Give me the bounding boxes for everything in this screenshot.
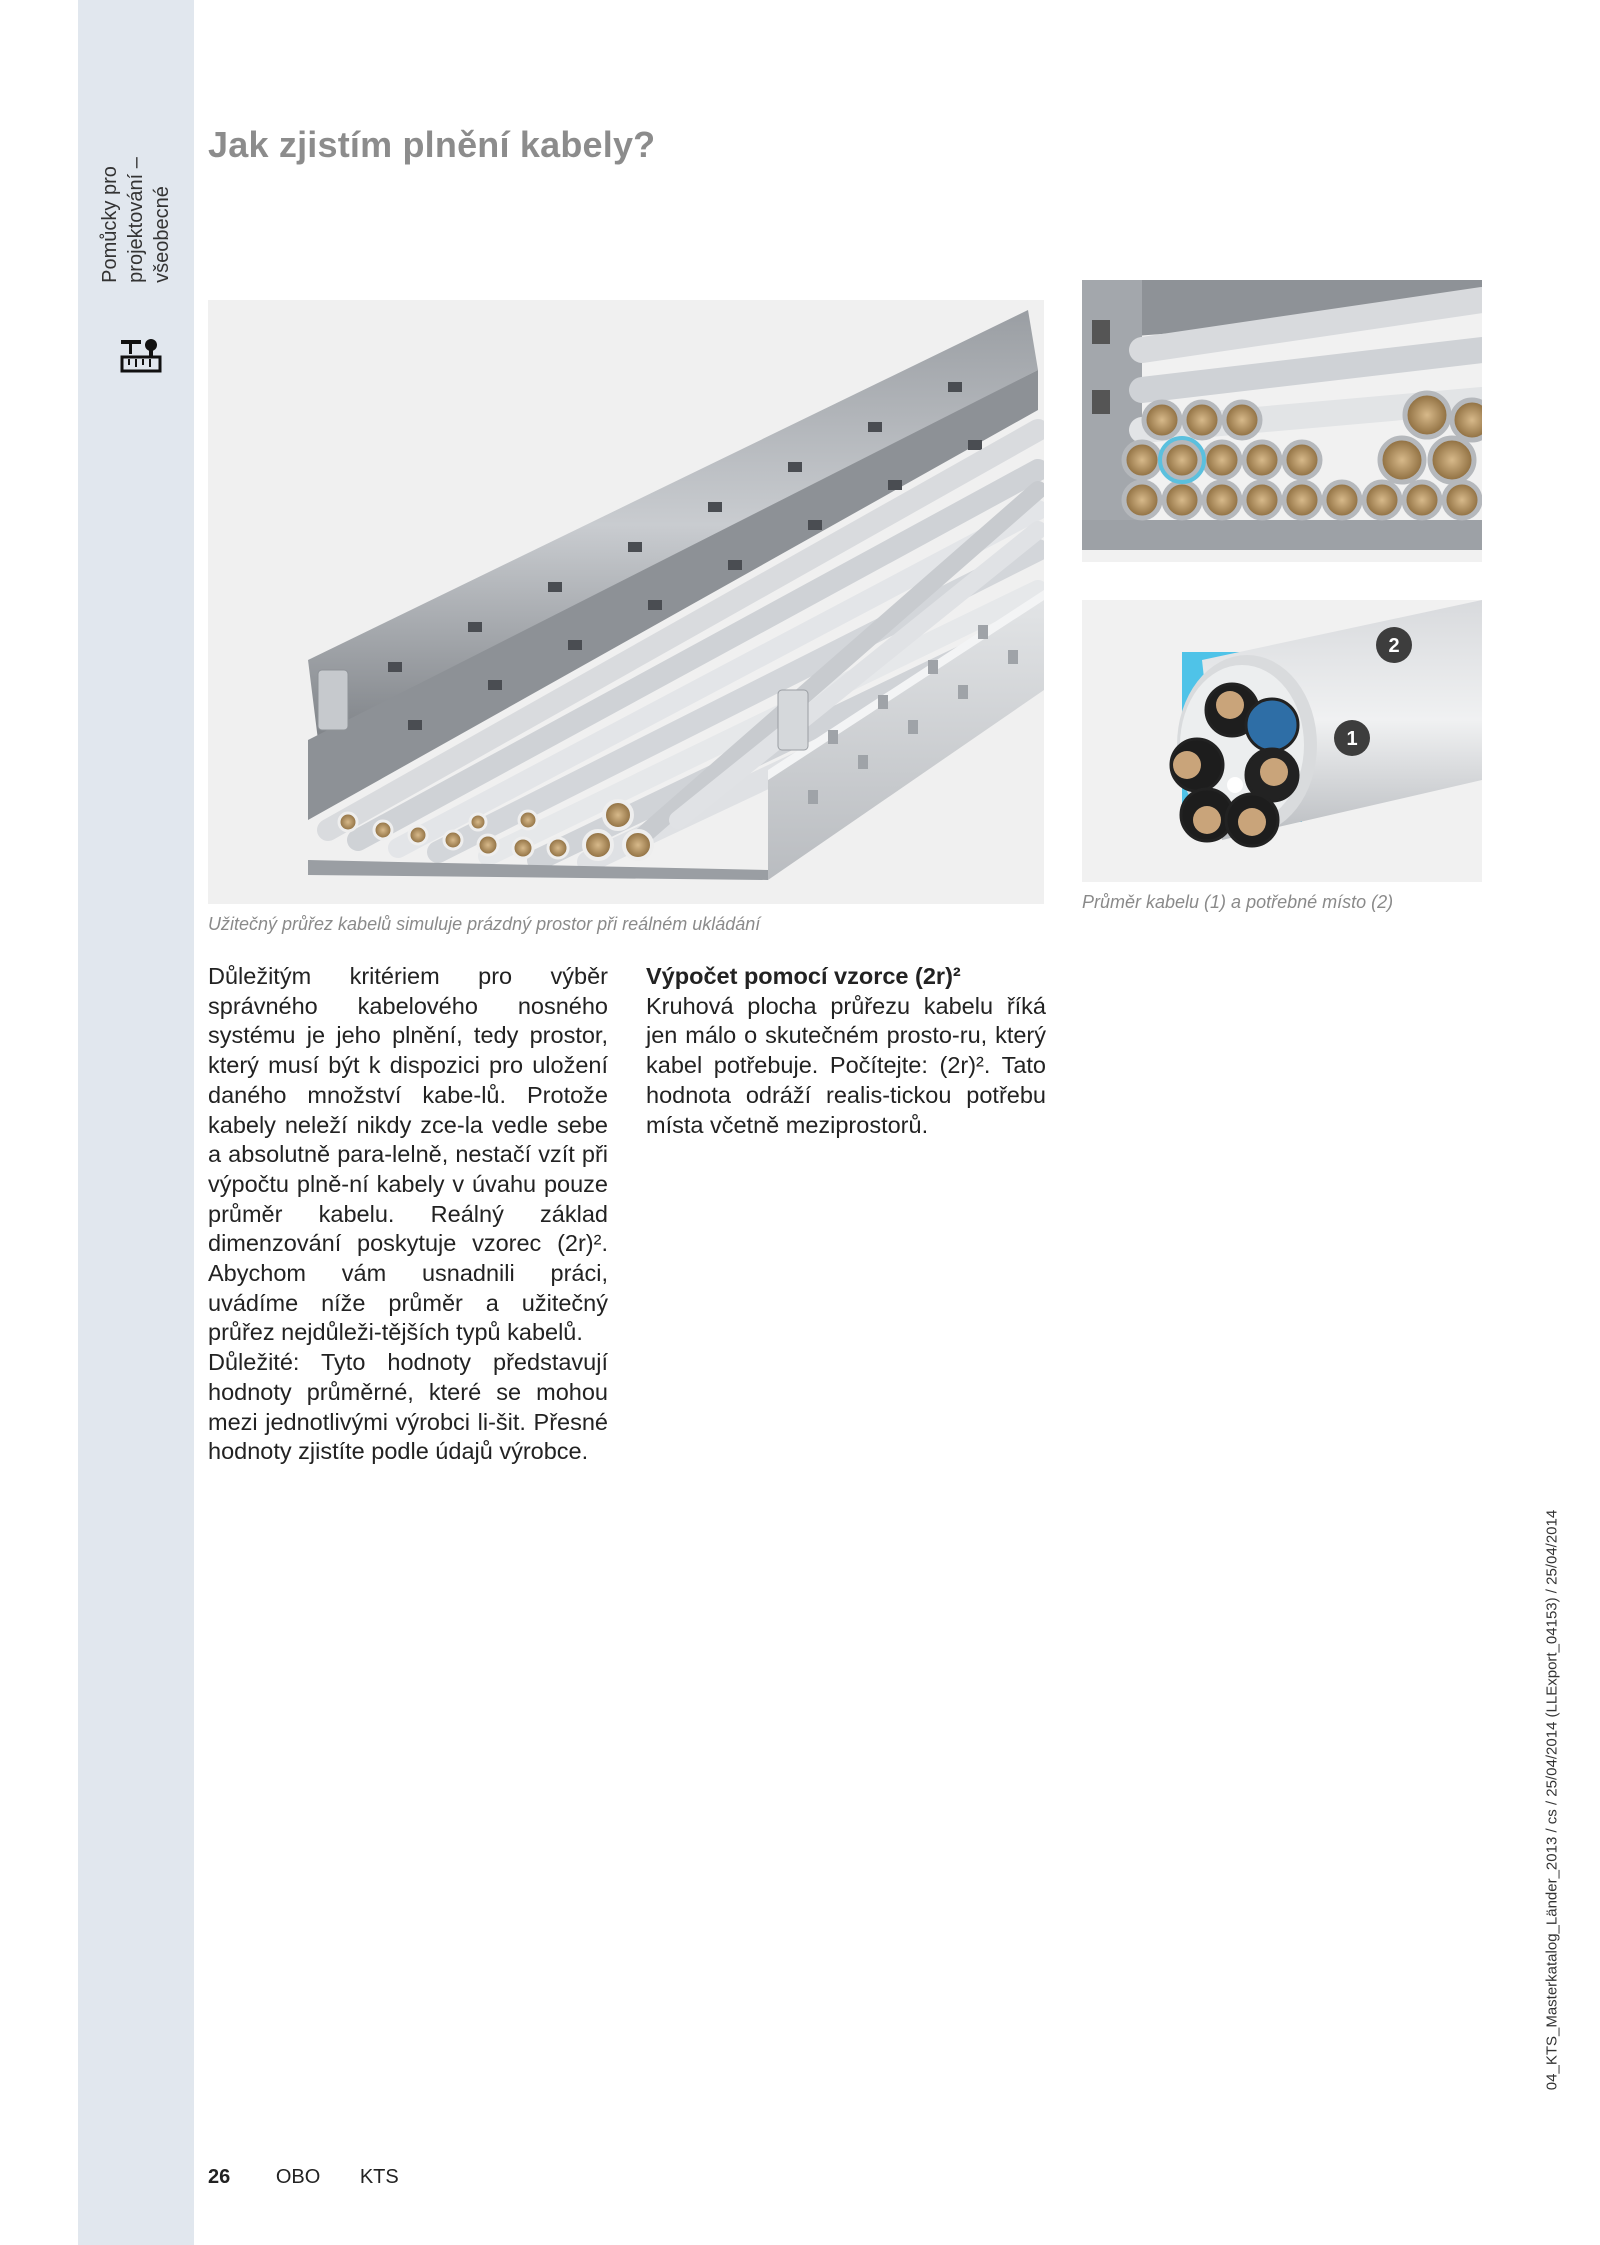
left-paragraph-1: Důležitým kritériem pro výběr správného kabelového nosného systému je jeho plnění, tedy prostor, který musí být k dispozici pro uložení daného množství kabe-lů. Protože kabely neleží nikdy zce-la vedle sebe a absolutně para-lelně, nestačí vzít při výpočtu plně-ní kabely v úvahu pouze průměr kabelu. Reálný základ dimenzování poskytuje vzorec (2r)². Abychom vám usnadnili práci, uvádíme níže průměr a užitečný průřez nejdůleži-tějších typů kabelů. bbox=[208, 963, 608, 1346]
left-paragraph-2: Důležité: Tyto hodnoty představují hodnoty průměrné, které se mohou mezi jednotlivými výrobci li-šit. Přesné hodnoty zjistíte podle údajů výrobce. bbox=[208, 1349, 608, 1465]
sidebar bbox=[78, 0, 194, 2245]
cable-tray-photo bbox=[208, 300, 1044, 904]
page-title: Jak zjistím plnění kabely? bbox=[208, 124, 656, 165]
marker-2-label: 2 bbox=[1388, 635, 1400, 657]
cable-bundle-photo bbox=[1082, 280, 1482, 562]
export-info: 04_KTS_Masterkatalog_Länder_2013 / cs / 25/04/2014 (LLExport_04153) / 25/04/2014 bbox=[1543, 1509, 1561, 2091]
marker-1-label: 1 bbox=[1346, 728, 1358, 750]
page-footer bbox=[208, 2166, 433, 2189]
formula-heading: Výpočet pomocí vzorce (2r)² bbox=[646, 963, 961, 989]
right-figure-caption: Průměr kabelu (1) a potřebné místo (2) bbox=[1082, 892, 1394, 912]
sidebar-label-line-2: projektování – bbox=[125, 157, 147, 283]
page-number: 26 bbox=[208, 2166, 231, 2188]
sidebar-label-line-3: všeobecné bbox=[151, 186, 173, 283]
right-text-column bbox=[646, 962, 1046, 1140]
footer-section: KTS bbox=[359, 2166, 399, 2188]
cable-diameter-photo bbox=[1082, 600, 1482, 882]
main-figure-caption: Užitečný průřez kabelů simuluje prázdný prostor při reálném ukládání bbox=[208, 914, 761, 934]
footer-brand: OBO bbox=[275, 2166, 321, 2188]
sidebar-section-label bbox=[97, 157, 175, 283]
tools-ruler-icon bbox=[119, 338, 163, 379]
right-paragraph: Kruhová plocha průřezu kabelu říká jen málo o skutečném prosto-ru, který kabel potřebuje. Počítejte: (2r)². Tato hodnota odráží realis-tickou potřebu místa včetně meziprostorů. bbox=[646, 992, 1046, 1138]
left-text-column bbox=[208, 962, 608, 1467]
sidebar-label-line-1: Pomůcky pro bbox=[99, 166, 121, 283]
